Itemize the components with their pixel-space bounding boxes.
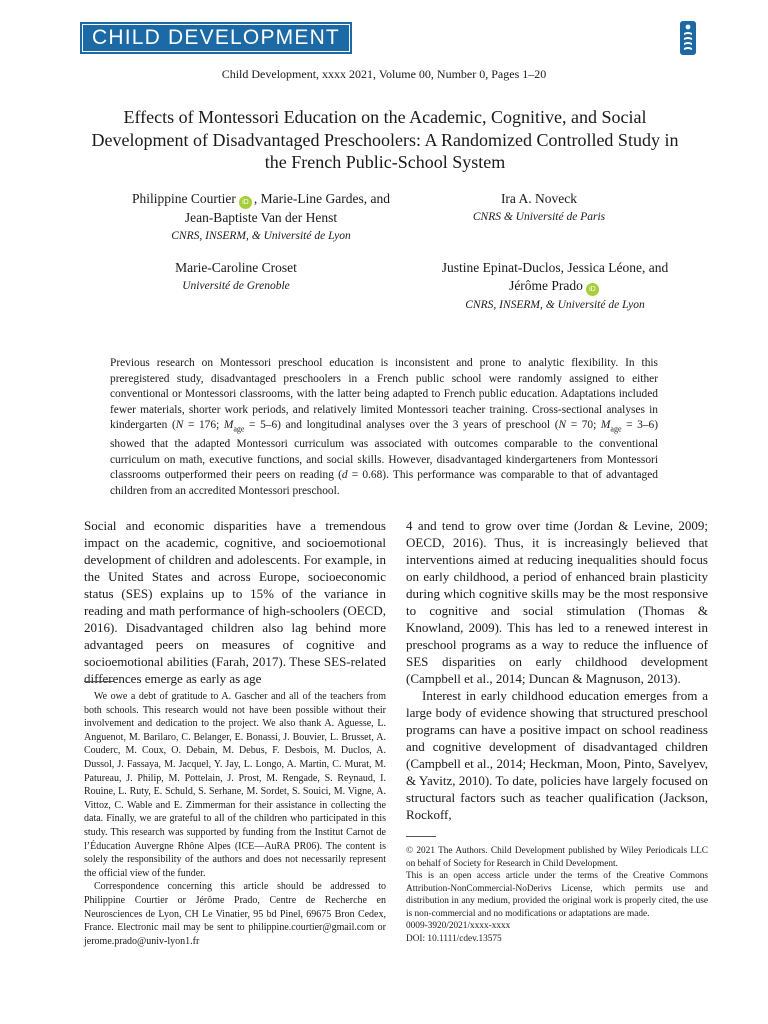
author-line-1	[108, 190, 414, 209]
orcid-icon[interactable]: iD	[586, 283, 599, 296]
author-line-2: Jean-Baptiste Van der Henst	[184, 210, 338, 225]
body-left-column	[84, 517, 386, 687]
body-right-column	[406, 517, 708, 823]
copyright-block	[406, 845, 708, 945]
author-line-2	[410, 277, 700, 296]
journal-banner-title: CHILD DEVELOPMENT	[82, 24, 350, 52]
correspondence: Correspondence concerning this article should be addressed to Philippine Courtier or Jérôme Prado, Centre de Recherche en Neurosciences de Lyon, CH Le Vinatier, 95 bd Pinel, 69675 Bron Cedex, France. Electronic mail may be sent to philippine.courtier@gmail.com or jerome.prado@univ-lyon1.fr	[84, 881, 386, 947]
license-text: This is an open access article under the terms of the Creative Commons Attribution-NonCommercial-NoDerivs License, which permits use and distribution in any medium, provided the original work is properly cited, the use is non-commercial and no modifications or adaptations are made.	[406, 871, 708, 919]
author-name: Ira A. Noveck	[500, 191, 578, 206]
article-title: Effects of Montessori Education on the Academic, Cognitive, and Social Development of Disadvantaged Preschoolers: A Randomized Controlled Study in the French Public-School System	[91, 107, 679, 172]
author-institution: CNRS, INSERM, & Université de Lyon	[171, 229, 351, 242]
author-name: Marie-Caroline Croset	[175, 260, 297, 275]
copyright-line: © 2021 The Authors. Child Development published by Wiley Periodicals LLC on behalf of Society for Research in Child Development.	[406, 846, 708, 869]
orcid-icon[interactable]: iD	[239, 196, 252, 209]
srcd-logo-icon	[680, 21, 696, 55]
body-paragraph: 4 and tend to grow over time (Jordan & Levine, 2009; OECD, 2016). Thus, it is increasingly believed that interventions aimed at reducing inequalities should focus on early childhood, a period of enhanced brain plasticity during which cognitive skills may be the most responsive to cognitive and social stimulation (Thomas & Knowland, 2009). This has led to a renewed interest in preschool programs as a way to reduce the influence of SES disparities on early childhood development (Campbell et al., 2014; Duncan & Magnuson, 2013).	[406, 518, 708, 686]
author-institution: CNRS & Université de Paris	[472, 210, 606, 223]
author-group-4	[410, 259, 700, 314]
author-institution: CNRS, INSERM, & Université de Lyon	[465, 298, 645, 311]
body-paragraph: Interest in early childhood education emerges from a large body of evidence showing that structured preschool programs can have a positive impact on school readiness and cognitive development of disadvantaged children (Campbell et al., 2014; Heckman, Moon, Pinto, Savelyev, & Yavitz, 2010). To date, policies have largely focused on structural factors such as teacher qualification (Jackson, Rockoff,	[406, 688, 708, 822]
author-institution: Université de Grenoble	[182, 279, 290, 292]
author-name: Philippine Courtier	[132, 191, 236, 206]
journal-banner	[80, 22, 352, 54]
author-group-1	[108, 190, 414, 245]
copyright-divider	[406, 836, 436, 837]
author-group-2	[455, 190, 623, 226]
author-name: Jérôme Prado	[509, 277, 583, 293]
abstract: Previous research on Montessori preschool education is inconsistent and prone to analytic flexibility. In this preregistered study, disadvantaged preschoolers in a French public school were randomly assigned to either conventional or Montessori classrooms, with the latter being adapted to French public education. Adaptations included fewer materials, shorter work periods, and relatively limited Montessori teacher training. Cross-sectional analyses in kindergarten (N = 176; $M_{age} = 5-6$) and longitudinal analyses over the 3 years of preschool (N = 70; $M_{age} = 3-6$) showed that the adapted Montessori curriculum was associated with outcomes comparable to the conventional curriculum on math, executive functions, and social skills. However, disadvantaged kindergarteners from Montessori classrooms outperformed their peers on reading (d = 0.68). This performance was comparable to that of advantaged children from an accredited Montessori preschool.	[110, 357, 659, 498]
acknowledgment: We owe a debt of gratitude to A. Gascher and all of the teachers from both schools. This research would not have been possible without their involvement and dedication to the project. We also thank A. Aguesse, L. Anguenot, M. Barilaro, C. Belanger, E. Bonassi, J. Bouvier, L. Brusset, A. Couderc, M. Coux, O. Debain, M. Debus, F. Desbois, M. Duclos, A. Dussol, J. Fassaya, M. Jacquel, Y. Jay, L. Longo, A. Martin, C. Murat, M. Patureau, J. Philip, M. Pottelain, J. Prost, M. Rengade, S. Reynaud, I. Rouine, L. Ruty, E. Schuld, S. Serhane, M. Sordet, S. Souici, M. Vigne, A. Vittoz, C. Wable and E. Zimmerman for their assistance in collecting the data. Finally, we are grateful to all of the children who participated in this study. This research was supported by funding from the Institut Carnot de l’Éducation Auvergne Rhône Alpes (ICE—AuRA PR06). The content is solely the responsibility of the authors and does not necessarily represent the official view of the funder.	[84, 691, 386, 879]
issn: 0009-3920/2021/xxxx-xxxx	[406, 921, 511, 931]
doi[interactable]: DOI: 10.1111/cdev.13575	[406, 933, 502, 944]
journal-citation: Child Development, xxxx 2021, Volume 00, Number 0, Pages 1–20	[221, 67, 547, 81]
footnote	[84, 690, 386, 948]
author-names: , Marie-Line Gardes, and	[253, 191, 390, 206]
author-group-3	[118, 259, 354, 295]
body-paragraph: Social and economic disparities have a tremendous impact on the academic, cognitive, and socioemotional development of children and adolescents. For example, in the United States and across Europe, socioeconomic status (SES) explains up to 15% of the variance in reading and math performance of high-schoolers (OECD, 2016). Disadvantaged children also lag behind more advantaged peers on measures of cognitive and socioemotional abilities (Farah, 2017). These SES-related differences emerge as early as age	[84, 518, 386, 686]
footnote-divider	[84, 681, 114, 682]
author-line-1: Justine Epinat-Duclos, Jessica Léone, and	[441, 260, 669, 275]
